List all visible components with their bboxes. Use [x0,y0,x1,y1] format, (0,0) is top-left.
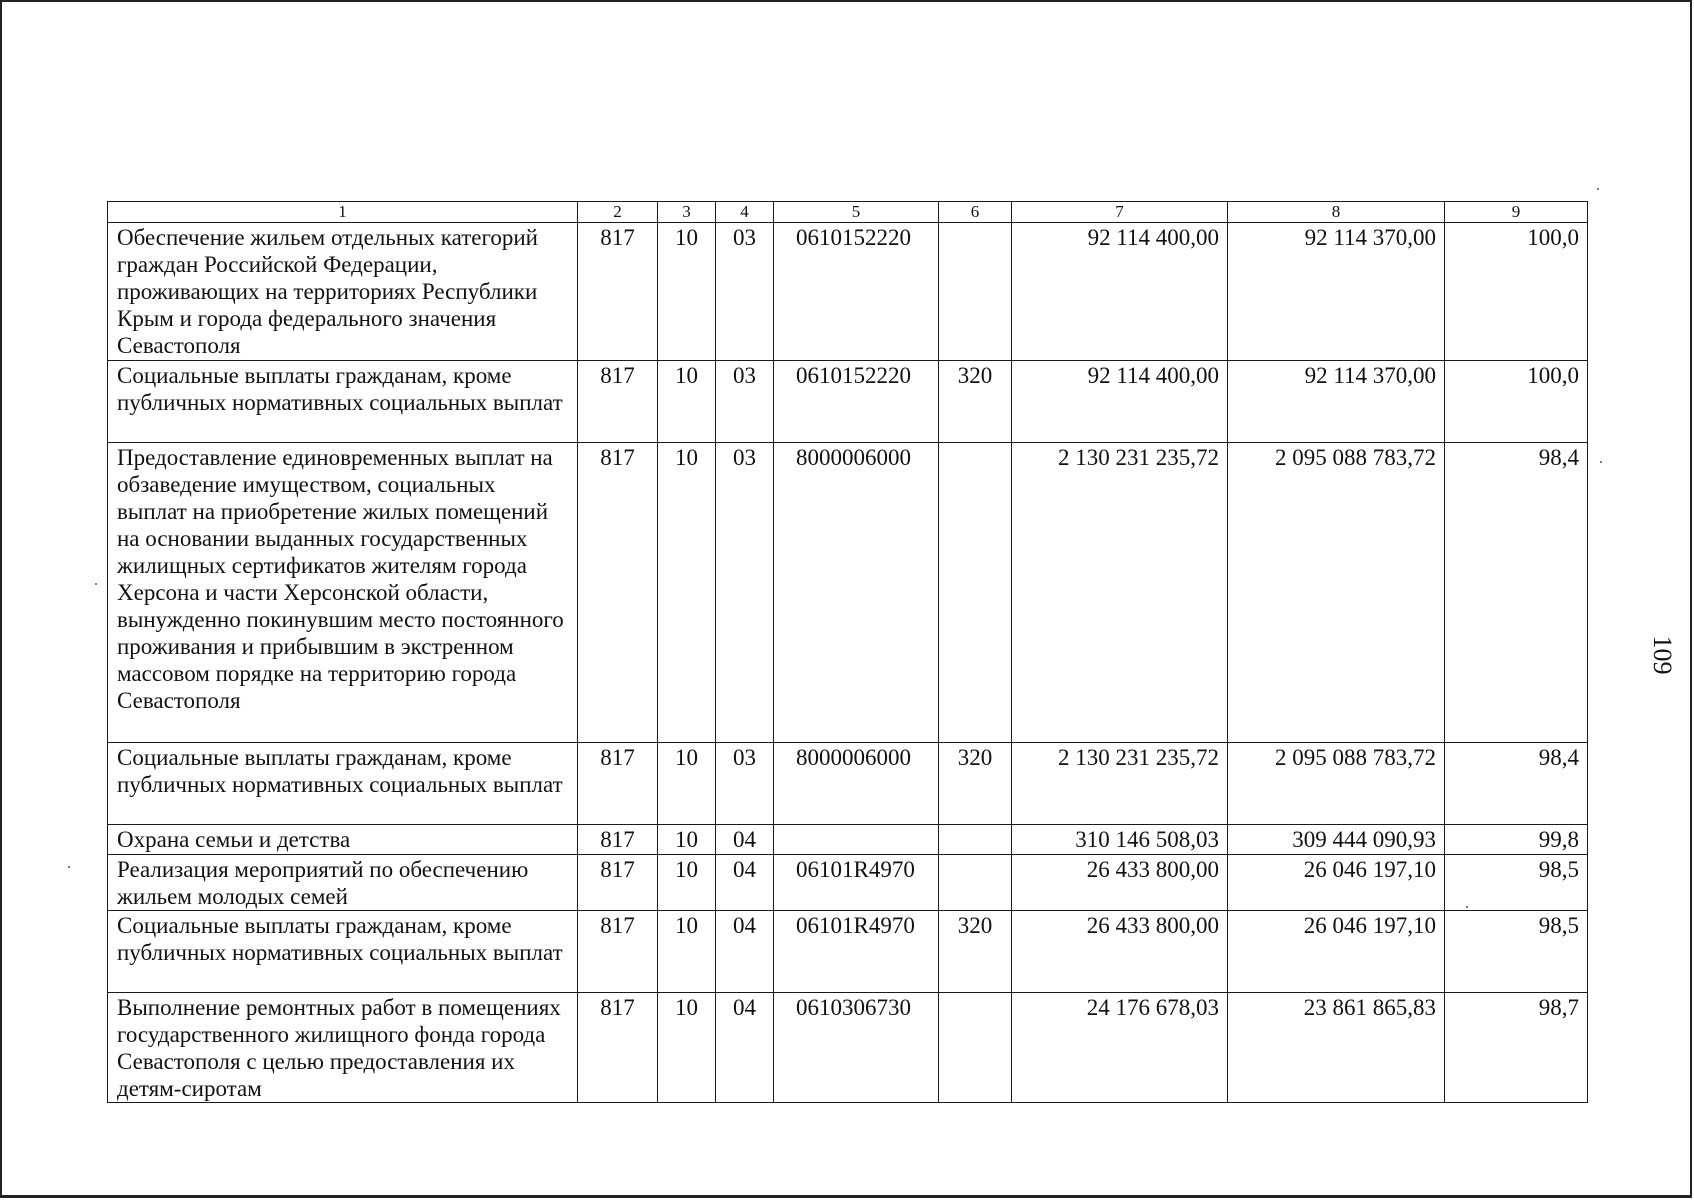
row-name: Реализация мероприятий по обеспечению жильем молодых семей [108,855,578,911]
row-grbs: 817 [578,825,658,855]
row-pct: 99,8 [1445,825,1588,855]
row-plan: 24 176 678,03 [1012,993,1228,1103]
header-col-5: 5 [774,202,939,223]
row-pr: 04 [716,993,774,1103]
row-pct: 98,4 [1445,443,1588,743]
row-plan: 2 130 231 235,72 [1012,443,1228,743]
row-vr [939,443,1012,743]
header-col-1: 1 [108,202,578,223]
row-rz: 10 [658,855,716,911]
table-row [108,911,1588,993]
table-row [108,361,1588,443]
row-plan: 26 433 800,00 [1012,911,1228,993]
row-fact: 92 114 370,00 [1228,361,1445,443]
row-grbs: 817 [578,443,658,743]
header-col-8: 8 [1228,202,1445,223]
row-name: Социальные выплаты гражданам, кроме публичных нормативных социальных выплат [108,743,578,825]
row-pr: 03 [716,743,774,825]
row-pr: 03 [716,223,774,361]
row-pct: 98,7 [1445,993,1588,1103]
table-row [108,855,1588,911]
row-csr: 06101R4970 [774,855,939,911]
table-row [108,825,1588,855]
row-fact: 309 444 090,93 [1228,825,1445,855]
row-vr [939,993,1012,1103]
scan-speck [1466,906,1468,908]
row-name: Социальные выплаты гражданам, кроме публичных нормативных социальных выплат [108,911,578,993]
row-fact: 26 046 197,10 [1228,911,1445,993]
row-plan: 92 114 400,00 [1012,361,1228,443]
row-name: Выполнение ремонтных работ в помещениях государственного жилищного фонда города Севастополя с целью предоставления их детям-сиротам [108,993,578,1103]
row-rz: 10 [658,223,716,361]
header-row [108,202,1588,223]
row-fact: 2 095 088 783,72 [1228,743,1445,825]
row-plan: 2 130 231 235,72 [1012,743,1228,825]
row-name: Обеспечение жильем отдельных категорий граждан Российской Федерации, проживающих на территориях Республики Крым и города федерального значения Севастополя [108,223,578,361]
row-csr: 0610306730 [774,993,939,1103]
scan-speck [1597,188,1599,190]
table-row [108,993,1588,1103]
row-fact: 2 095 088 783,72 [1228,443,1445,743]
header-col-6: 6 [939,202,1012,223]
table-row [108,443,1588,743]
row-csr: 8000006000 [774,443,939,743]
row-csr: 0610152220 [774,223,939,361]
scan-speck [95,583,97,585]
header-col-9: 9 [1445,202,1588,223]
row-pr: 03 [716,361,774,443]
row-rz: 10 [658,825,716,855]
row-csr: 06101R4970 [774,911,939,993]
row-csr: 8000006000 [774,743,939,825]
row-vr [939,825,1012,855]
row-pct: 100,0 [1445,223,1588,361]
scan-speck [68,866,70,868]
row-rz: 10 [658,993,716,1103]
row-vr [939,223,1012,361]
table-row [108,743,1588,825]
header-col-4: 4 [716,202,774,223]
row-grbs: 817 [578,361,658,443]
row-fact: 92 114 370,00 [1228,223,1445,361]
row-pr: 04 [716,911,774,993]
row-pct: 100,0 [1445,361,1588,443]
row-grbs: 817 [578,911,658,993]
row-pct: 98,5 [1445,911,1588,993]
row-grbs: 817 [578,743,658,825]
row-rz: 10 [658,743,716,825]
row-vr: 320 [939,911,1012,993]
row-grbs: 817 [578,223,658,361]
row-rz: 10 [658,361,716,443]
row-grbs: 817 [578,993,658,1103]
row-grbs: 817 [578,855,658,911]
row-pr: 04 [716,855,774,911]
row-pr: 04 [716,825,774,855]
row-csr [774,825,939,855]
row-name: Социальные выплаты гражданам, кроме публичных нормативных социальных выплат [108,361,578,443]
scan-speck [1600,461,1602,463]
row-pct: 98,4 [1445,743,1588,825]
row-rz: 10 [658,443,716,743]
header-col-3: 3 [658,202,716,223]
header-col-2: 2 [578,202,658,223]
row-pct: 98,5 [1445,855,1588,911]
row-plan: 92 114 400,00 [1012,223,1228,361]
row-vr: 320 [939,361,1012,443]
row-plan: 310 146 508,03 [1012,825,1228,855]
page-number: 109 [1648,635,1677,675]
row-rz: 10 [658,911,716,993]
table-header [108,202,1588,223]
row-name: Охрана семьи и детства [108,825,578,855]
table-row [108,223,1588,361]
row-name: Предоставление единовременных выплат на обзаведение имуществом, социальных выплат на приобретение жилых помещений на основании выданных государственных жилищных сертификатов жителям города Херсона и части Херсонской области, вынужденно покинувшим место постоянного проживания и прибывшим в экстренном массовом порядке на территорию города Севастополя [108,443,578,743]
table-body [108,223,1588,1103]
budget-execution-table [107,201,1588,1103]
row-pr: 03 [716,443,774,743]
row-plan: 26 433 800,00 [1012,855,1228,911]
row-fact: 23 861 865,83 [1228,993,1445,1103]
row-csr: 0610152220 [774,361,939,443]
row-vr [939,855,1012,911]
row-vr: 320 [939,743,1012,825]
header-col-7: 7 [1012,202,1228,223]
row-fact: 26 046 197,10 [1228,855,1445,911]
